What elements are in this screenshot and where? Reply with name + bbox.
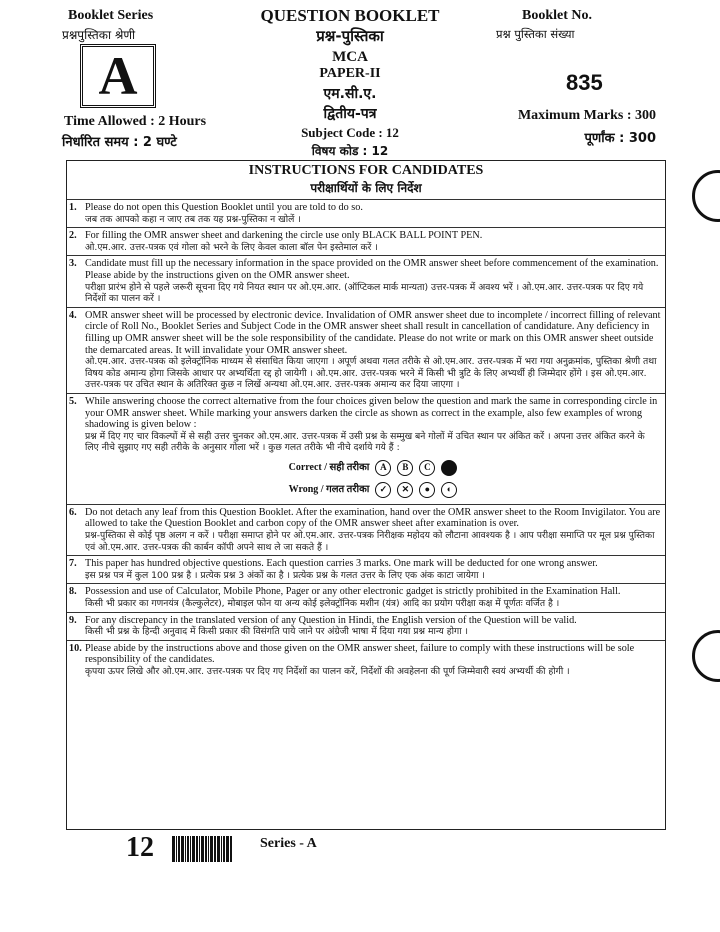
instruction-item: 6. Do not detach any leaf from this Question Booklet. After the examination, hand over the OMR answer sheet to the Room Invigilator. You are allowed to take the Question Booklet and carbon copy of the OMR answer sheet after examination is over. प्रश्न-पुस्तिका से कोई पृष्ठ अलग न करें । परीक्षा समाप्त होने पर ओ.एम.आर. उत्तर-पत्रक निरीक्षक महोदय को लौटाना आवश्यक है । आप परीक्षा समाप्ति पर मूल प्रश्न पुस्तिका एवं ओ.एम.आर. उत्तर-पत्रक की कार्बन कॉपी अपने साथ ले जा सकते हैं ।	[67, 504, 665, 555]
instruction-item: 1. Please do not open this Question Booklet until you are told to do so. जब तक आपको कहा न जाए तब तक यह प्रश्न-पुस्तिका न खोलें ।	[67, 199, 665, 227]
correct-example	[85, 460, 661, 476]
paper: PAPER-II	[319, 66, 381, 81]
booklet-no-label: Booklet No.	[522, 8, 592, 23]
bubble-half-icon: ◐	[441, 482, 457, 498]
instruction-item: 9. For any discrepancy in the translated version of any Question in Hindi, the English version of the Question will be valid. किसी भी प्रश्न के हिन्दी अनुवाद में किसी प्रकार की विसंगति पाये जाने पर अंग्रेजी भाषा में दिया गया प्रश्न मान्य होगा ।	[67, 612, 665, 640]
booklet-title: QUESTION BOOKLET	[260, 6, 440, 25]
paper-hi: द्वितीय-पत्र	[323, 106, 377, 122]
subject-code-hi: विषय कोड : 12	[311, 144, 389, 158]
bubble-c-icon: C	[419, 460, 435, 476]
booklet-number: 835	[566, 70, 603, 95]
instruction-item: 7. This paper has hundred objective questions. Each question carries 3 marks. One mark will be deducted for one wrong answer. इस प्रश्न पत्र में कुल 100 प्रश्न है । प्रत्येक प्रश्न 3 अंकों का है । प्रत्येक प्रश्न के गलत उत्तर के लिए एक अंक काटा जायेगा ।	[67, 555, 665, 583]
bubble-dot-icon: ●	[419, 482, 435, 498]
instruction-item: 4. OMR answer sheet will be processed by electronic device. Invalidation of OMR answer sheet due to incomplete / incorrect filling of relevant circle of Roll No., Booklet Series and Subject Code in the OMR answer sheet shall result in cancellation of candidature. Any deficiency in filling up OMR answer sheet will be the sole responsibility of the candidate. Please do not write or mark on this OMR answer sheet outside the demarcated areas. It will invalidate your OMR answer sheet. ओ.एम.आर. उत्तर-पत्रक को इलेक्ट्रॉनिक माध्यम से संसाधित किया जाएगा । अपूर्ण अथवा गलत तरीके से ओ.एम.आर. उत्तर-पत्रक में भरा गया अनुक्रमांक, पुस्तिका श्रेणी तथा विषय कोड अमान्य होगा जिसके आधार पर अभ्यर्थिता रद्द हो जायेगी । ओ.एम.आर. उत्तर-पत्रक भरने में किसी भी त्रुटि के लिए अभ्यर्थी ही जिम्मेदार होंगे । इस ओ.एम.आर. उत्तर-पत्रक पर उचित स्थान के अतिरिक्त कुछ न लिखें अन्यथा ओ.एम.आर. उत्तर-पत्रक अमान्य कर दिया जाएगा ।	[67, 307, 665, 393]
course-hi: एम.सी.ए.	[323, 86, 377, 102]
wrong-example	[85, 482, 661, 498]
instruction-item: 2. For filling the OMR answer sheet and darkening the circle use only BLACK BALL POINT PEN. ओ.एम.आर. उत्तर-पत्रक एवं गोला को भरने के लिए केवल काला बॉल पेन इस्तेमाल करें ।	[67, 227, 665, 255]
instruction-item: 5. While answering choose the correct alternative from the four choices given below the question and mark the same in corresponding circle in your OMR answer sheet. While marking your answers darken the circle as shown as correct in the example, also few examples of wrong shadowing is given below : प्रश्न में दिए गए चार विकल्पों में से सही उत्तर चुनकर ओ.एम.आर. उत्तर-पत्रक में उसी प्रश्न के सम्मुख बने गोलों में उचित स्थान पर अंकित करें । अपना उत्तर अंकित करने के लिए नीचे सुझाए गए सही तरीके के अनुसार गोला भरें । कुछ गलत तरीके भी नीचे दर्शाये गये हैं : Correct / सही तरीका A B C Wrong / गलत तरीका ✓ ✕ ● ◐	[67, 393, 665, 504]
wrong-label: Wrong / गलत तरीका	[288, 484, 370, 496]
instructions-box	[66, 160, 666, 830]
bubble-a-icon: A	[375, 460, 391, 476]
series-letter-box: A	[80, 44, 156, 108]
booklet-title-hi: प्रश्न-पुस्तिका	[316, 27, 384, 45]
correct-label: Correct / सही तरीका	[288, 462, 370, 474]
bubble-tick-icon: ✓	[375, 482, 391, 498]
page-number: 12	[126, 832, 154, 863]
confidential-stamp-icon	[692, 170, 720, 222]
bubble-filled-icon	[441, 460, 457, 476]
booklet-series-label-hi: प्रश्नपुस्तिका श्रेणी	[62, 28, 136, 42]
instruction-item: 8. Possession and use of Calculator, Mobile Phone, Pager or any other electronic gadget is strictly prohibited in the Examination Hall. किसी भी प्रकार का गणनयंत्र (कैल्कुलेटर), मोबाइल फोन या अन्य कोई इलेक्ट्रॉनिक मशीन (यंत्र) आदि का प्रयोग परीक्षा कक्ष में पूर्णतः वर्जित है ।	[67, 583, 665, 611]
bubble-cross-icon: ✕	[397, 482, 413, 498]
series-footer: Series - A	[260, 836, 317, 851]
bubble-b-icon: B	[397, 460, 413, 476]
booklet-no-label-hi: प्रश्न पुस्तिका संख्या	[496, 27, 575, 41]
time-allowed: Time Allowed : 2 Hours	[64, 114, 207, 129]
course: MCA	[332, 49, 368, 65]
maximum-marks: Maximum Marks : 300	[517, 108, 656, 123]
instruction-item: 10. Please abide by the instructions above and those given on the OMR answer sheet, failure to comply with these instructions will be sole responsibility of the candidates. कृपया ऊपर लिखे और ओ.एम.आर. उत्तर-पत्रक पर दिए गए निर्देशों का पालन करें, निर्देशों की अवहेलना की पूर्ण जिम्मेवारी स्वयं अभ्यर्थी की होगी ।	[67, 640, 665, 680]
instructions-title: INSTRUCTIONS FOR CANDIDATES	[248, 163, 484, 178]
subject-code: Subject Code : 12	[301, 125, 399, 140]
instructions-title-hi: परीक्षार्थियों के लिए निर्देश	[310, 181, 422, 195]
instructions-list	[67, 199, 665, 680]
instruction-item: 3. Candidate must fill up the necessary information in the space provided on the OMR answer sheet before commencement of the examination. Please abide by the instructions given on the OMR answer sheet. परीक्षा प्रारंभ होने से पहले जरूरी सूचना दिए गये नियत स्थान पर ओ.एम.आर. (ऑप्टिकल मार्क मान्यता) उत्तर-पत्रक में अवश्य भरें । ओ.एम.आर. उत्तर-पत्रक पर दिए गये निर्देशों का पालन करें ।	[67, 255, 665, 306]
barcode-icon	[172, 836, 232, 862]
time-allowed-hi: निर्धारित समय : 2 घण्टे	[62, 135, 177, 150]
confidential-stamp-icon	[692, 630, 720, 682]
maximum-marks-hi: पूर्णांक : 300	[584, 131, 656, 146]
booklet-series-label: Booklet Series	[68, 8, 154, 23]
